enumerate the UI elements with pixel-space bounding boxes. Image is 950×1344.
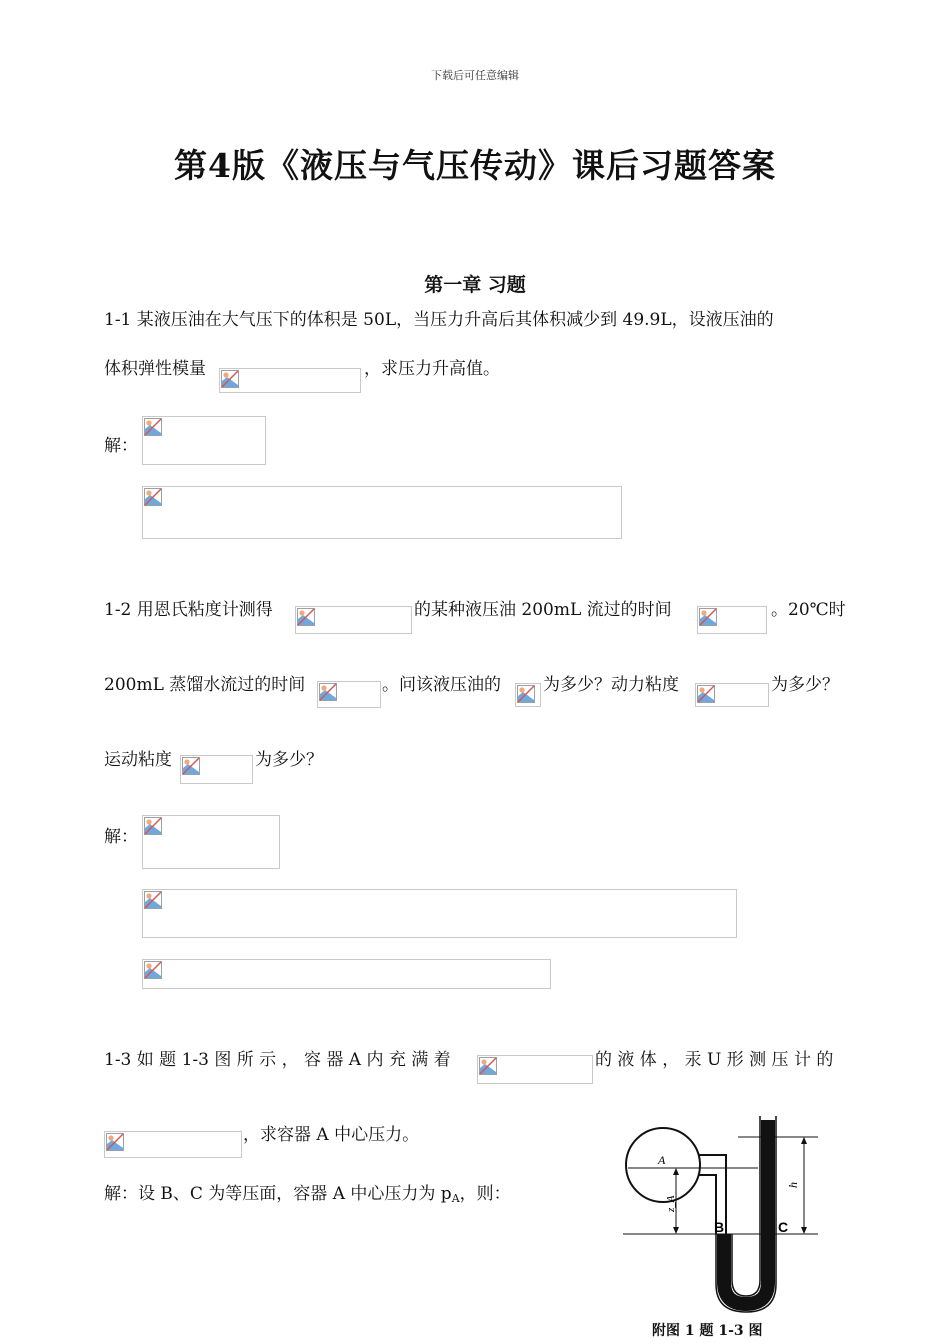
formula-image <box>219 368 361 393</box>
formula-image <box>180 755 253 784</box>
label-c: C <box>778 1219 789 1235</box>
formula-image <box>142 815 280 869</box>
broken-image-icon <box>319 683 337 701</box>
subscript-a: A <box>451 1192 460 1205</box>
formula-image <box>477 1055 593 1084</box>
broken-image-icon <box>517 685 535 703</box>
page-header: 下载后可任意编辑 <box>431 69 519 82</box>
problem-1-2-line1c: 。20℃时 <box>771 600 846 620</box>
broken-image-icon <box>479 1057 497 1075</box>
formula-image <box>295 606 412 634</box>
formula-image <box>695 683 769 707</box>
broken-image-icon <box>699 608 717 626</box>
formula-image <box>142 959 551 989</box>
solution-label: 解： <box>104 827 138 847</box>
label-b: B <box>714 1219 725 1235</box>
document-title: 第4版《液压与气压传动》课后习题答案 <box>174 146 776 185</box>
problem-1-2-line1b: 的某种液压油 200mL 流过的时间 <box>414 600 672 620</box>
broken-image-icon <box>697 685 715 703</box>
problem-1-2-line3a: 运动粘度 <box>104 750 172 770</box>
broken-image-icon <box>144 418 162 436</box>
label-za: z_A <box>665 1195 677 1212</box>
problem-1-2-line2c: 为多少？动力粘度 <box>543 675 679 695</box>
problem-1-2-line3b: 为多少？ <box>255 750 323 770</box>
problem-1-1-line2a: 体积弹性模量 <box>104 359 206 379</box>
label-a: A <box>658 1153 666 1167</box>
broken-image-icon <box>144 817 162 835</box>
solution-text: 解：设 B、C 为等压面，容器 A 中心压力为 p <box>104 1184 452 1204</box>
problem-1-1-line2b: ，求压力升高值。 <box>364 359 500 379</box>
formula-image <box>515 683 541 707</box>
problem-1-2-line2a: 200mL 蒸馏水流过的时间 <box>104 675 306 695</box>
chapter-heading: 第一章 习题 <box>424 274 526 296</box>
formula-image <box>142 416 266 465</box>
broken-image-icon <box>297 608 315 626</box>
formula-image <box>142 889 737 938</box>
problem-1-2-line2b: 。问该液压油的 <box>382 675 501 695</box>
broken-image-icon <box>182 757 200 775</box>
problem-1-3-line3 <box>104 1183 511 1210</box>
formula-image <box>317 681 381 708</box>
broken-image-icon <box>106 1133 124 1151</box>
formula-image <box>142 486 622 539</box>
problem-1-1-line1: 1-1 某液压油在大气压下的体积是 50L，当压力升高后其体积减少到 49.9L，设液压油的 <box>104 310 774 330</box>
problem-1-2-line1a: 1-2 用恩氏粘度计测得 <box>104 600 273 620</box>
problem-1-3-line1b: 的 液 体 ， 汞 U 形 测 压 计 的 <box>595 1050 834 1070</box>
solution-label: 解： <box>104 436 138 456</box>
label-h: h <box>786 1182 800 1188</box>
problem-1-3-line1a: 1-3 如 题 1-3 图 所 示 ， 容 器 A 内 充 满 着 <box>104 1050 451 1070</box>
solution-text-end: ，则： <box>459 1184 511 1204</box>
formula-image <box>697 606 767 634</box>
broken-image-icon <box>144 488 162 506</box>
problem-1-2-line2d: 为多少？ <box>771 675 839 695</box>
figure-caption: 附图 1 题 1-3 图 <box>652 1323 763 1339</box>
problem-1-3-line2b: ，求容器 A 中心压力。 <box>243 1125 420 1145</box>
manometer-figure <box>618 1112 828 1314</box>
broken-image-icon <box>144 891 162 909</box>
mercury-column <box>724 1120 768 1304</box>
broken-image-icon <box>221 370 239 388</box>
formula-image <box>104 1131 242 1158</box>
broken-image-icon <box>144 961 162 979</box>
